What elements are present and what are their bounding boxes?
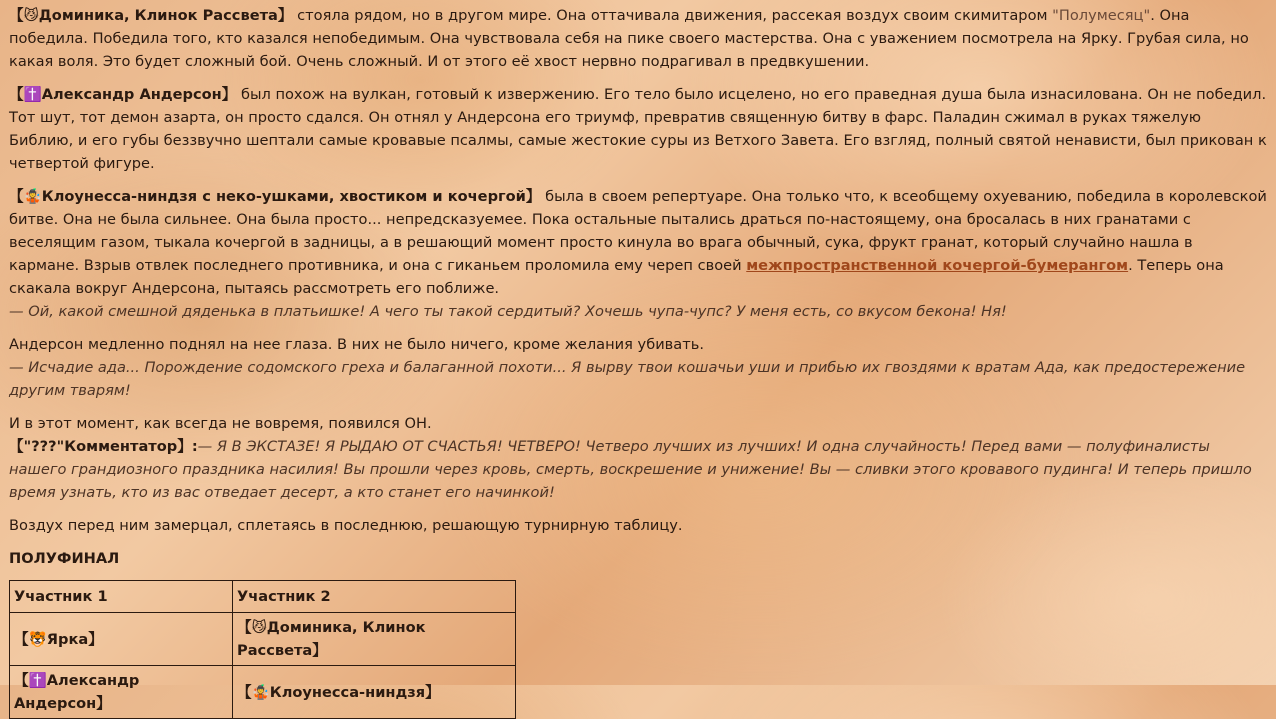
- paragraph-text: . Теперь она скакала вокруг Андерсона, пытаясь рассмотреть его поближе.: [9, 257, 1224, 297]
- table-cell: 【🤹Клоунесса-ниндзя】: [233, 666, 516, 719]
- paragraph-text: Андерсон медленно поднял на нее глаза. В них не было ничего, кроме желания убивать.: [9, 336, 704, 353]
- paragraph-commentator: [9, 412, 1267, 504]
- weapon-name: "Полумесяц": [1052, 7, 1151, 24]
- anderson-quote: — Исчадие ада... Порождение содомского греха и балаганной похоти... Я вырву твои кошачьи уши и прибью их гвоздями к вратам Ада, как предостережение другим тварям!: [9, 359, 1246, 399]
- table-header-row: [10, 581, 516, 613]
- paragraph-anderson-reply: [9, 333, 1267, 402]
- paragraph-text: стояла рядом, но в другом мире. Она оттачивала движения, рассекая воздух своим скимитаром: [292, 7, 1053, 24]
- bracket-table: [9, 580, 516, 719]
- paragraph-dominika: [9, 4, 1267, 73]
- table-cell: 【😼Доминика, Клинок Рассвета】: [233, 613, 516, 666]
- paragraph-clowness: [9, 185, 1267, 323]
- table-cell: 【🐯Ярка】: [10, 613, 233, 666]
- table-row: [10, 613, 516, 666]
- paragraph-text: был похож на вулкан, готовый к извержению. Его тело было исцелено, но его праведная душа была изнасилована. Он не победил. Тот шут, тот демон азарта, он просто сдался. Он отнял у Андерсона его триумф, превратив священную битву в фарс. Паладин сжимал в руках тяжелую Библию, и его губы беззвучно шептали самые кровавые псалмы, самые жестокие суры из Ветхого Завета. Его взгляд, полный святой ненависти, был прикован к четвертой фигуре.: [9, 86, 1267, 172]
- paragraph-text: . Она победила. Победила того, кто казался непобедимым. Она чувствовала себя на пике своего мастерства. Она с уважением посмотрела на Ярку. Грубая сила, но какая воля. Это будет сложный бой. Очень сложный. И от этого её хвост нервно подрагивал в предвкушении.: [9, 7, 1249, 70]
- character-tag-anderson: 【✝️Александр Андерсон】: [9, 86, 237, 103]
- commentator-quote: — Я В ЭКСТАЗЕ! Я РЫДАЮ ОТ СЧАСТЬЯ! ЧЕТВЕРО! Четверо лучших из лучших! И одна случайность! Перед вами — полуфиналисты нашего грандиозного праздника насилия! Вы прошли через кровь, смерть, воскрешение и унижение! Вы — сливки этого кровавого пудинга! И теперь пришло время узнать, кто из вас отведает десерт, а кто станет его начинкой!: [9, 438, 1252, 501]
- character-tag-dominika: 【😼Доминика, Клинок Рассвета】: [9, 7, 293, 24]
- column-header-participant-2: Участник 2: [233, 581, 516, 613]
- paragraph-text: Воздух перед ним замерцал, сплетаясь в последнюю, решающую турнирную таблицу.: [9, 517, 683, 534]
- column-header-participant-1: Участник 1: [10, 581, 233, 613]
- paragraph-text: И в этот момент, как всегда не вовремя, появился ОН.: [9, 415, 432, 432]
- paragraph-bracket-intro: [9, 514, 1267, 537]
- table-cell: 【✝️Александр Андерсон】: [10, 666, 233, 719]
- paragraph-anderson: [9, 83, 1267, 175]
- story-content: [9, 4, 1267, 719]
- clowness-quote: — Ой, какой смешной дяденька в платьишке! А чего ты такой сердитый? Хочешь чупа-чупс? У меня есть, со вкусом бекона! Ня!: [9, 303, 1007, 320]
- paragraph-text: была в своем репертуаре. Она только что, к всеобщему охуеванию, победила в королевской битве. Она не была сильнее. Она была просто... непредсказуемее. Пока остальные пытались драться по-настоящему, она бросалась в них гранатами с веселящим газом, тыкала кочергой в задницы, а в решающий момент просто кинула во врага обычный, сука, фрукт гранат, который случайно нашла в кармане. Взрыв отвлек последнего противника, и она с гиканьем проломила ему череп своей: [9, 188, 1267, 274]
- character-tag-commentator: 【"???"Комментатор】:: [9, 438, 198, 455]
- character-tag-clowness: 【🤹Клоунесса-ниндзя с неко-ушками, хвостиком и кочергой】: [9, 188, 541, 205]
- bracket-heading: ПОЛУФИНАЛ: [9, 550, 120, 567]
- table-row: [10, 666, 516, 719]
- weapon-link[interactable]: межпространственной кочергой-бумерангом: [746, 257, 1129, 274]
